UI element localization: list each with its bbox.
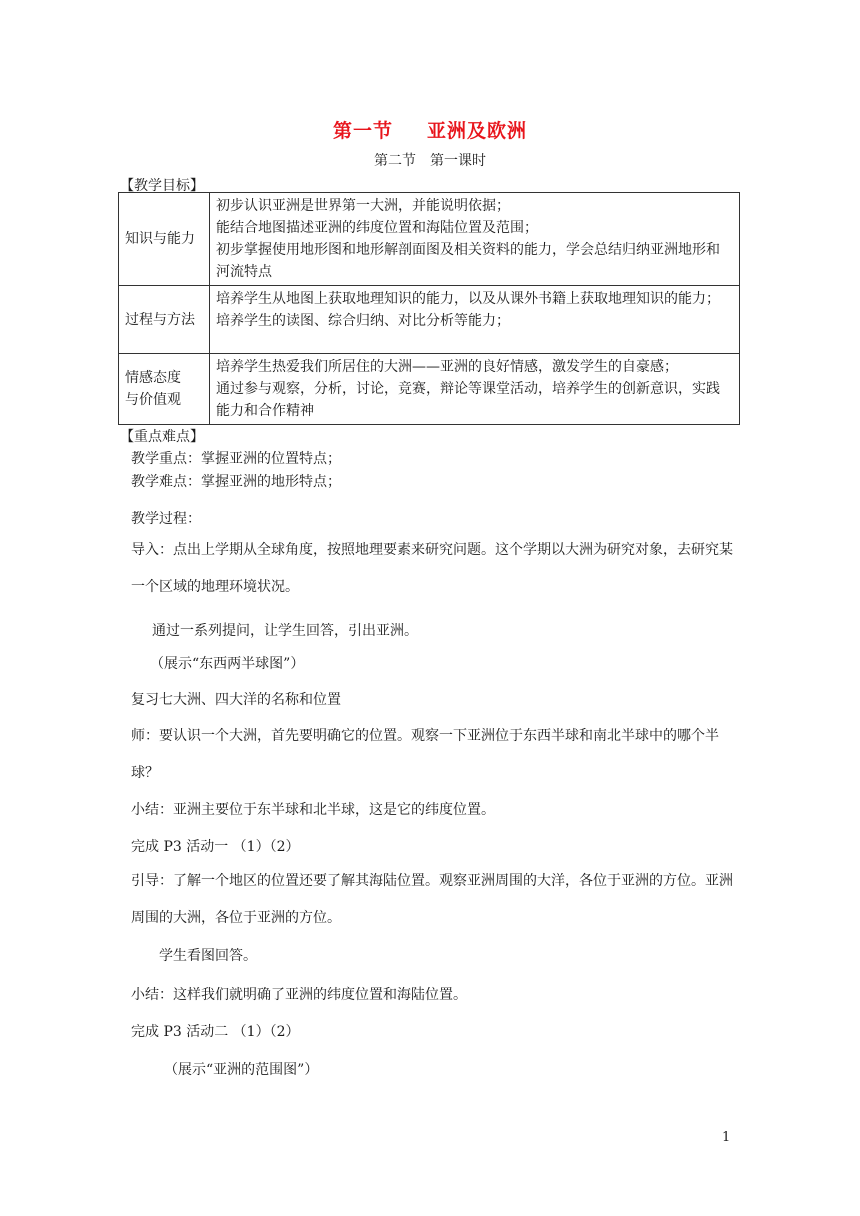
goal-line: 初步认识亚洲是世界第一大洲，并能说明依据； — [216, 198, 510, 214]
subtitle-part-2: 第一课时 — [430, 153, 486, 169]
goal-content — [210, 193, 740, 286]
goal-line: 能结合地图描述亚洲的纬度位置和海陆位置及范围； — [216, 220, 538, 236]
table-row — [119, 354, 740, 425]
paragraph: 小结：亚洲主要位于东半球和北半球，这是它的纬度位置。 — [131, 802, 495, 818]
process-label: 教学过程： — [131, 511, 201, 527]
paragraph: 学生看图回答。 — [159, 948, 257, 964]
goals-heading: 【教学目标】 — [120, 178, 204, 194]
goal-line: 培养学生从地图上获取地理知识的能力，以及从课外书籍上获取地理知识的能力； — [216, 291, 720, 307]
goal-label: 知识与能力 — [119, 193, 210, 286]
page-number: 1 — [722, 1130, 731, 1145]
goal-content — [210, 354, 740, 425]
title-part-1: 第一节 — [332, 120, 393, 142]
goal-line: 培养学生的读图、综合归纳、对比分析等能力； — [216, 313, 510, 329]
goal-label-line: 与价值观 — [125, 392, 181, 408]
keypoint-text: 教学重点：掌握亚洲的位置特点； — [131, 451, 341, 467]
table-row — [119, 286, 740, 354]
goal-content — [210, 286, 740, 354]
goals-table — [118, 192, 740, 425]
goal-label — [119, 354, 210, 425]
paragraph: 师：要认识一个大洲，首先要明确它的位置。观察一下亚洲位于东西半球和南北半球中的哪个半球？ — [131, 728, 719, 781]
goal-line: 培养学生热爱我们所居住的大洲——亚洲的良好情感，激发学生的自豪感； — [216, 359, 678, 375]
keypoints-heading: 【重点难点】 — [120, 429, 204, 445]
paragraph: 小结：这样我们就明确了亚洲的纬度位置和海陆位置。 — [131, 987, 467, 1003]
title-part-2: 亚洲及欧洲 — [427, 120, 528, 142]
paragraph: 完成 P3 活动一 （1）（2） — [131, 839, 300, 855]
intro-paragraph: 导入：点出上学期从全球角度，按照地理要素来研究问题。这个学期以大洲为研究对象，去研究某一个区域的地理环境状况。 — [131, 542, 733, 595]
page-subtitle — [0, 150, 860, 170]
paragraph: 完成 P3 活动二 （1）（2） — [131, 1024, 300, 1040]
goal-line: 初步掌握使用地形图和地形解剖面图及相关资料的能力，学会总结归纳亚洲地形和河流特点 — [216, 242, 720, 280]
paragraph: （展示“东西两半球图”） — [150, 656, 305, 672]
paragraph: 通过一系列提问，让学生回答，引出亚洲。 — [152, 623, 418, 639]
paragraph: 引导：了解一个地区的位置还要了解其海陆位置。观察亚洲周围的大洋，各位于亚洲的方位。亚洲周围的大洲，各位于亚洲的方位。 — [131, 873, 733, 926]
goal-label: 过程与方法 — [119, 286, 210, 354]
table-row — [119, 193, 740, 286]
goal-label-line: 情感态度 — [125, 370, 181, 386]
paragraph: 复习七大洲、四大洋的名称和位置 — [131, 692, 341, 708]
page-title — [0, 116, 860, 143]
difficulty-text: 教学难点：掌握亚洲的地形特点； — [131, 474, 341, 490]
goal-line: 通过参与观察，分析，讨论，竞赛，辩论等课堂活动，培养学生的创新意识，实践能力和合作精神 — [216, 381, 720, 419]
paragraph: （展示“亚洲的范围图”） — [164, 1062, 319, 1078]
subtitle-part-1: 第二节 — [374, 153, 416, 169]
